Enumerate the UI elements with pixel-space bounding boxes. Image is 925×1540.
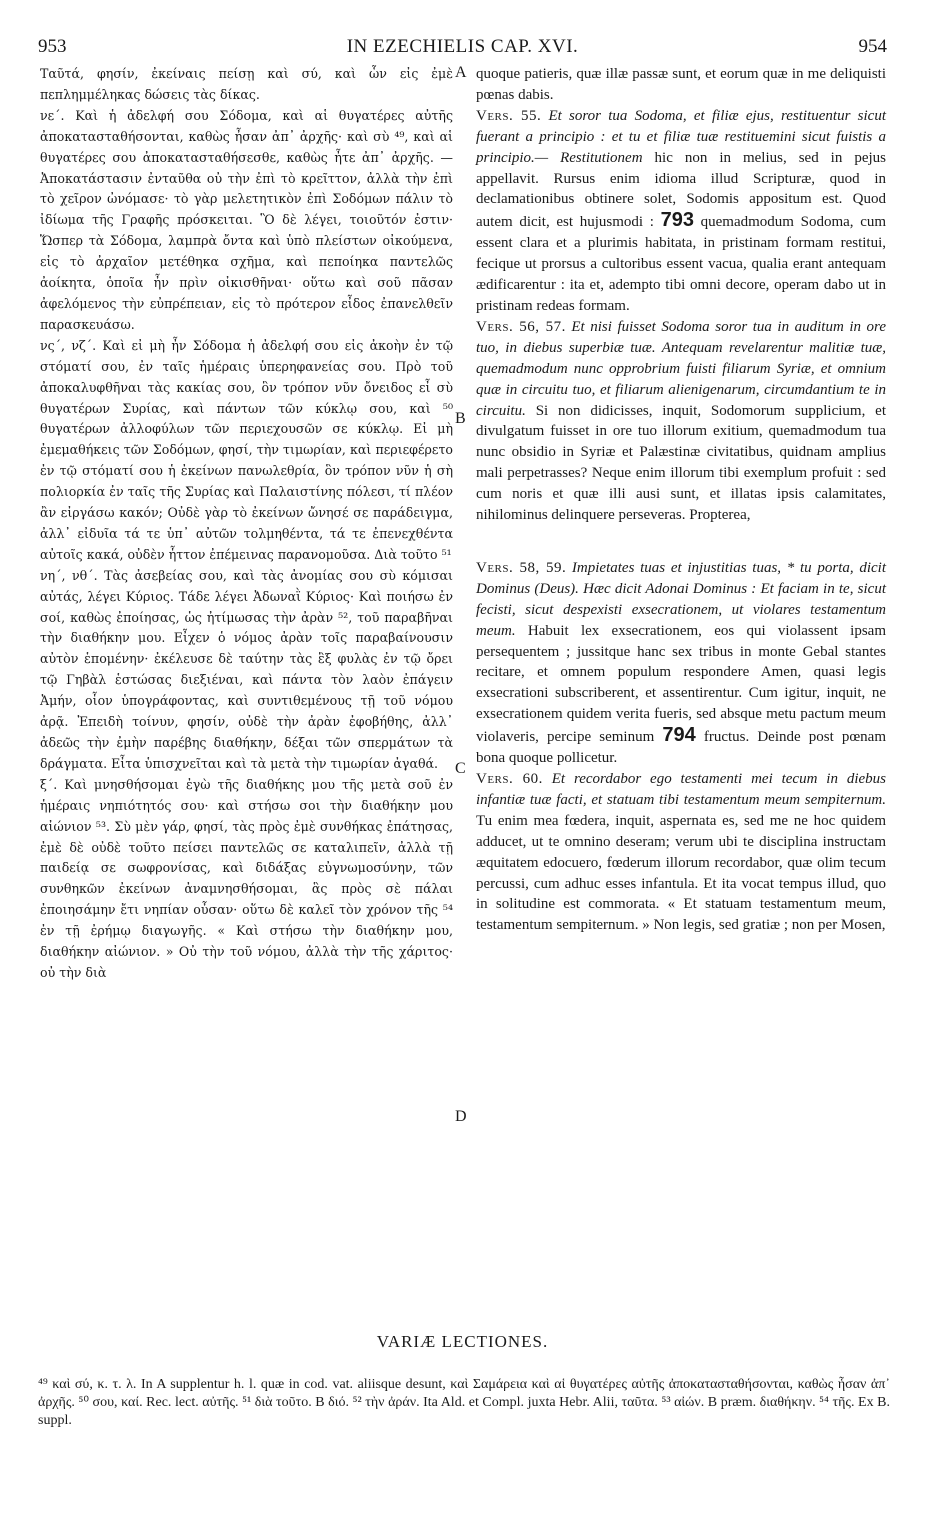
latin-text: quemadmodum Sodoma, cum essent clara et a plurimis habitata, in pristinam formam restitui, fecique ut prorsus a cultoribus essent vacua, qualia erant antequam ædificarentur : ita et, adempto tibi omni decore, operam dabo ut in pristinam redeas formam. (476, 214, 887, 314)
latin-scripture: Et soror tua Sodoma, et filiæ ejus, restituentur sicut fuerant a principio : et tu et filiæ tuæ restituemini sicut fuistis a principio.— Restitutionem (476, 107, 886, 166)
variant-notes-text: ⁴⁹ καὶ σύ, κ. τ. λ. In A supplentur h. l. quæ in cod. vat. aliisque desunt, καὶ Σαμάρεια καὶ αἱ θυγατέρες αὐτῆς ἀποκατασταθήσονται, καθὼς ἦσαν ἀπ᾽ ἀρχῆς. ⁵⁰ σου, καί. Rec. lect. αὐτῆς. ⁵¹ διὰ τοῦτο. B διό. ⁵² τὴν ἀράν. Ita Ald. et Compl. juxta Hebr. Alii, ταῦτα. ⁵³ αἰών. B præm. διαθήκην. ⁵⁴ τῆς. Ex B. suppl. (38, 1377, 890, 1428)
margin-letter-c: C (455, 760, 466, 777)
latin-scripture: Impietates tuas et injustitias tuas, * tu porta, dicit Dominus (Deus). Hæc dicit Adonai Dominus : Et faciam in te, sicut fecisti, sicut despexisti exsecrationem, ut violares testamentum meum. (476, 559, 886, 639)
greek-paragraph: ξ΄. Καὶ μνησθήσομαι ἐγὼ τῆς διαθήκης μου τῆς μετὰ σοῦ ἐν ἡμέραις νηπιότητός σου· καὶ στήσω σοι τὴν διαθήκην μου αἰώνιον ⁵³. Σὺ μὲν γάρ, φησί, τὰς πρὸς ἐμὲ συνθήκας ἐπάτησας, ἐμὲ δὲ οὐδὲ τοῦτο πείσει παντελῶς σε καταλιπεῖν, ἀλλὰ τῇ παιδείᾳ σε σωφρονίσας, καὶ διδάξας εὐγνωμοσύνην, τῶν συνθηκῶν ἐκείνων ἀναμνησθήσομαι, ἃς πρὸς σὲ πάλαι ἐποιησάμην ἔτι νηπίαν οὖσαν· οὕτω δὲ καλεῖ τὸν χρόνον τῆς ⁵⁴ ἐν τῇ ἐρήμῳ διαγωγῆς. « Καὶ στήσω τὴν διαθήκην μου, διαθήκην αἰώνιον. » Οὐ τὴν τοῦ νόμου, ἀλλὰ τὴν τῆς χάριτος· οὐ τὴν διὰ (40, 776, 453, 980)
greek-paragraph: νε΄. Καὶ ἡ ἀδελφή σου Σόδομα, καὶ αἱ θυγατέρες αὐτῆς ἀποκατασταθήσονται, καθὼς ἦσαν ἀπ᾽ ἀρχῆς· καὶ σὺ ⁴⁹, καὶ αἱ θυγατέρες σου ἀποκατασταθήσεσθε, καθὼς ἦτε ἀπ᾽ ἀρχῆς. — Ἀποκατάστασιν ἐνταῦθα οὐ τὴν ἐπὶ τὸ κρεῖττον, ἀλλὰ τὴν ἐπὶ τὸ χεῖρον ὠνόμασε· τὸ γὰρ μελετητικὸν ἐπὶ Σοδόμων πάλιν τὸ ἰδίωμα τῆς Γραφῆς πρόσκειται. Ὃ δὲ λέγει, τοιοῦτόν ἐστιν· Ὥσπερ τὰ Σόδομα, λαμπρὰ ὄντα καὶ ὑπὸ πλείστων οἰκούμενα, εἰς τὸ ἀρχαῖον μετέθηκα σχῆμα, καὶ πεποίηκα παντελῶς ἀοίκητα, ὁποῖα ἦν πρὶν οἰκισθῆναι· οὕτω καὶ σοῦ πᾶσαν ἀφελόμενος τὴν εὐπρέπειαν, εἰς τὸ πρότερον εἶδος ἐπανελθεῖν παρασκευάσω. (40, 107, 453, 332)
latin-text: Si non didicisses, inquit, Sodomorum supplicium, et divulgatum fuisset in ore tuo illorum exitium, quemadmodum tua nunc obsidio in Syriæ et Palæstinæ civitatibus, quidnam amplius mali perpetrasses? Neque enim illorum tibi exemplum profuit : sed cum noris et quæ illi ausi sunt, et illatas ipsis calamitates, nihilominus delinquere perseveras. Propterea, (476, 402, 886, 524)
margin-letter-d: D (455, 1108, 467, 1125)
latin-scripture: Et recordabor ego testamenti mei tecum in diebus infantiæ tuæ facti, et statuam tibi testamentum meum sempiternum. (476, 771, 886, 808)
left-page-number: 953 (38, 36, 67, 57)
latin-text: hic non in melius, sed in pejus appellavit. Rursus enim idioma illud Scripturæ, quod in declamationibus obtinere solet, Sodomis appositum est. Quod autem dicit, est hujusmodi : (476, 149, 886, 231)
latin-text: Habuit lex exsecrationem, eos qui violassent ipsam persequentem ; jussitque hanc sex tribus in monte Gebal stantes recitare, et omnem populum respondere Amen, quasi legis exsecrationi subscriberent, et assentirentur. Cum igitur, inquit, ne exsecrationem quidem verita fueris, sed absque metu pactum meum violaveris, percipe seminum (476, 622, 887, 746)
latin-paragraph (476, 317, 886, 526)
column-number: 794 (662, 724, 696, 747)
latin-paragraph (476, 64, 886, 106)
right-page-number: 954 (858, 36, 887, 57)
latin-paragraph (476, 106, 886, 317)
latin-column (476, 64, 886, 936)
greek-paragraph: νη΄, νθ΄. Τὰς ἀσεβείας σου, καὶ τὰς ἀνομίας σου σὺ κόμισαι αὐτάς, λέγει Κύριος. Τάδε λέγει Ἀδωναῒ Κύριος· Καὶ ποιήσω ἐν σοί, καθὼς ἐποίησας, ὡς ἠτίμωσας τὴν ἀρὰν ⁵², τοῦ παραβῆναι τὴν διαθήκην μου. Εἶχεν ὁ νόμος ἀρὰν τοῖς παραβαίνουσιν αὐτὸν ἑπομένην· ἐκέλευσε δὲ ταύτην τὰς ἓξ φυλὰς ἐν τῷ ὄρει τῷ Γηβὰλ ἑστώσας διεξιέναι, καὶ πάντα τὸν λαὸν ἐπάγειν Ἀμήν, οἷον ὑπογράφοντας, καὶ συντιθεμένους τῇ τοῦ νόμου ἀρᾷ. Ἐπειδὴ τοίνυν, φησίν, οὐδὲ τὴν ἀρὰν ἐφοβήθης, ἀλλ᾽ ἀδεῶς τὴν ἐμὴν παρέβης διαθήκην, δέξαι τῶν σπερμάτων τὰ δράγματα. Εἶτα ὑπισχνεῖται καὶ τὰ μετὰ τὴν τιμωρίαν ἀγαθά. (40, 567, 453, 771)
greek-paragraph: νς΄, νζ΄. Καὶ εἰ μὴ ἦν Σόδομα ἡ ἀδελφή σου εἰς ἀκοὴν ἐν τῷ στόματί σου, ἐν ταῖς ἡμέραις ὑπερηφανείας σου. Πρὸ τοῦ ἀποκαλυφθῆναι τὰς κακίας σου, ὃν τρόπον νῦν ὄνειδος εἶ σὺ θυγατέρων Συρίας, καὶ πάντων τῶν κύκλῳ σου, καὶ ⁵⁰ θυγατέρων ἀλλοφύλων τῶν περιεχουσῶν σε κύκλῳ. Εἰ μὴ ἐμεμαθήκεις τῶν Σοδόμων, φησί, τὴν τιμωρίαν, καὶ περιεφέρετο ἐν τῷ στόματί σου ἡ ἐκείνων πανωλεθρία, ὃν τρόπον νῦν ἡ σὴ πολιορκία ἐν ταῖς τῆς Συρίας καὶ Παλαιστίνης πόλεσι, τί πλέον ἂν εἰργάσω κακόν; Οὐδὲ γὰρ τὸ ἐκείνων ὤνησέ σε παράδειγμα, ἀλλ᾽ εἰδυῖα τά τε ὑπ᾽ αὐτῶν τολμηθέντα, τά τε ἐπενεχθέντα αὐτοῖς κακά, οὐδὲν ἧττον ἐπέμεινας παρανομοῦσα. Διὰ τοῦτο ⁵¹ (40, 337, 453, 562)
column-number: 793 (660, 209, 694, 232)
verse-label: Vers. 60. (476, 771, 543, 787)
variae-lectiones-title: VARIÆ LECTIONES. (376, 1332, 549, 1351)
greek-paragraph: Ταῦτά, φησίν, ἐκείναις πείσῃ καὶ σύ, καὶ ὧν εἰς ἐμὲ πεπλημμέληκας δώσεις τὰς δίκας. (40, 66, 453, 102)
latin-text: quoque patieris, quæ illæ passæ sunt, et eorum quæ in me deliquisti pœnas dabis. (476, 66, 886, 103)
greek-column (40, 64, 453, 984)
margin-letter-a: A (455, 64, 467, 81)
latin-scripture: Et nisi fuisset Sodoma soror tua in auditum in ore tuo, in diebus superbiæ tuæ. Antequam revelarentur malitiæ tuæ, quemadmodum nunc opprobrium fuisti filiarum Syriæ, et omnium quæ in circuitu tuo, et filiarum alienigenarum, circumdantium te in circuitu. (476, 318, 886, 419)
verse-label: Vers. 55. (476, 107, 542, 124)
latin-text: fructus. Deinde post pœnam bona quoque pollicetur. (476, 729, 887, 767)
running-header (38, 36, 887, 66)
margin-letter-b: B (455, 410, 466, 427)
latin-paragraph (476, 769, 886, 936)
running-title: IN EZECHIELIS CAP. XVI. (346, 36, 579, 57)
latin-text: Tu enim mea fœdera, inquit, aspernata es, sed me ne hoc quidem adducet, ut te omnino deseram; verum ubi te disciplina instructam æquitatem edocuero, fœderum illorum recordabor, quæ olim tecum percussi, cum adhuc esses infantula. Et ita vocat tempus illud, quo in solitudine est commorata. « Et statuam testamentum meum, testamentum sempiternum. » Non legis, sed gratiæ ; non per Mosen, (476, 812, 886, 934)
latin-paragraph (476, 558, 886, 769)
variant-notes (38, 1376, 890, 1430)
verse-label: Vers. 58, 59. (476, 559, 567, 576)
verse-label: Vers. 56, 57. (476, 318, 566, 335)
